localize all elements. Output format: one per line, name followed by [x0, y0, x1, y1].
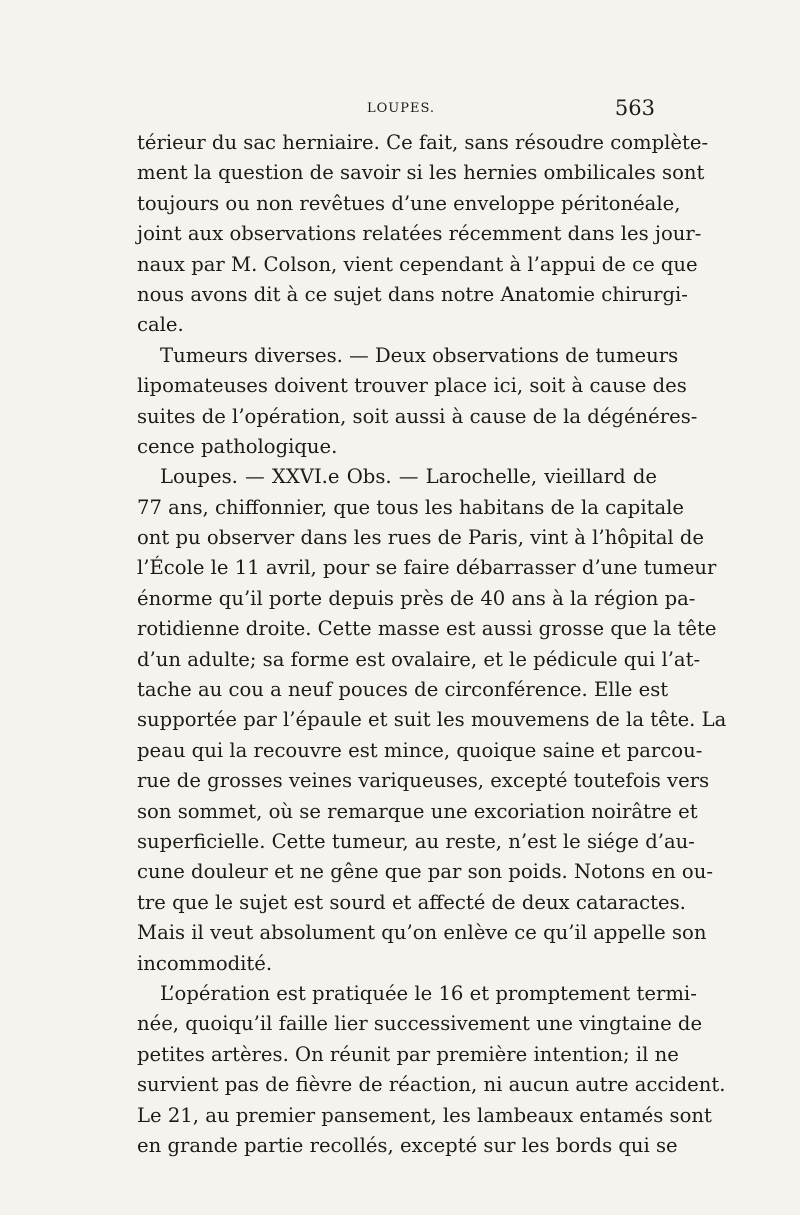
- text-line: d’un adulte; sa forme est ovalaire, et le pédicule qui l’at-: [137, 647, 701, 671]
- text-line: cale.: [137, 313, 184, 337]
- text-line: Loupes. — XXVI.e Obs. — Larochelle, vieillard de: [160, 465, 657, 489]
- text-line: térieur du sac herniaire. Ce fait, sans résoudre complète-: [137, 131, 709, 154]
- text-line: l’École le 11 avril, pour se faire débarrasser d’une tumeur: [137, 556, 717, 580]
- text-line: ont pu observer dans les rues de Paris, vint à l’hôpital de: [137, 526, 705, 550]
- text-line: cence pathologique.: [137, 434, 338, 458]
- page-header: [145, 97, 655, 123]
- text-line: en grande partie recollés, excepté sur les bords qui se: [137, 1133, 678, 1157]
- text-line: rotidienne droite. Cette masse est aussi grosse que la tête: [137, 617, 717, 641]
- text-line: Tumeurs diverses. — Deux observations de tumeurs: [160, 343, 679, 367]
- text-line: Mais il veut absolument qu’on enlève ce qu’il appelle son: [137, 921, 707, 945]
- text-line: rue de grosses veines variqueuses, excepté toutefois vers: [137, 769, 710, 793]
- body-text: [137, 128, 727, 1161]
- text-line: tache au cou a neuf pouces de circonférence. Elle est: [137, 678, 669, 702]
- text-line: tre que le sujet est sourd et affecté de deux cataractes.: [137, 890, 686, 914]
- text-line: son sommet, où se remarque une excoriation noirâtre et: [137, 799, 698, 823]
- text-line: superficielle. Cette tumeur, au reste, n’est le siége d’au-: [137, 829, 695, 853]
- text-line: petites artères. On réunit par première intention; il ne: [137, 1042, 679, 1066]
- text-line: 77 ans, chiffonnier, que tous les habitans de la capitale: [137, 495, 685, 519]
- text-line: L’opération est pratiquée le 16 et promptement termi-: [160, 981, 697, 1005]
- text-line: toujours ou non revêtues d’une enveloppe péritonéale,: [137, 191, 681, 215]
- text-line: Le 21, au premier pansement, les lambeaux entamés sont: [137, 1103, 712, 1127]
- text-line: nous avons dit à ce sujet dans notre Anatomie chirurgi-: [137, 282, 688, 306]
- running-head: LOUPES.: [367, 101, 436, 116]
- text-line: cune douleur et ne gêne que par son poids. Notons en ou-: [137, 860, 713, 884]
- text-line: énorme qu’il porte depuis près de 40 ans à la région pa-: [137, 586, 696, 610]
- page-number: 563: [614, 96, 655, 120]
- text-line: ment la question de savoir si les hernies ombilicales sont: [137, 161, 705, 185]
- text-line: incommodité.: [137, 951, 273, 975]
- text-line: née, quoiqu’il faille lier successivement une vingtaine de: [137, 1012, 703, 1036]
- text-line: naux par M. Colson, vient cependant à l’appui de ce que: [137, 252, 698, 276]
- text-line: survient pas de fièvre de réaction, ni aucun autre accident.: [137, 1073, 726, 1097]
- text-line: peau qui la recouvre est mince, quoique saine et parcou-: [137, 738, 703, 762]
- text-line: supportée par l’épaule et suit les mouvemens de la tête. La: [137, 708, 727, 732]
- text-line: lipomateuses doivent trouver place ici, soit à cause des: [137, 374, 687, 398]
- text-line: joint aux observations relatées récemment dans les jour-: [137, 222, 702, 246]
- text-line: suites de l’opération, soit aussi à cause de la dégénéres-: [137, 404, 698, 428]
